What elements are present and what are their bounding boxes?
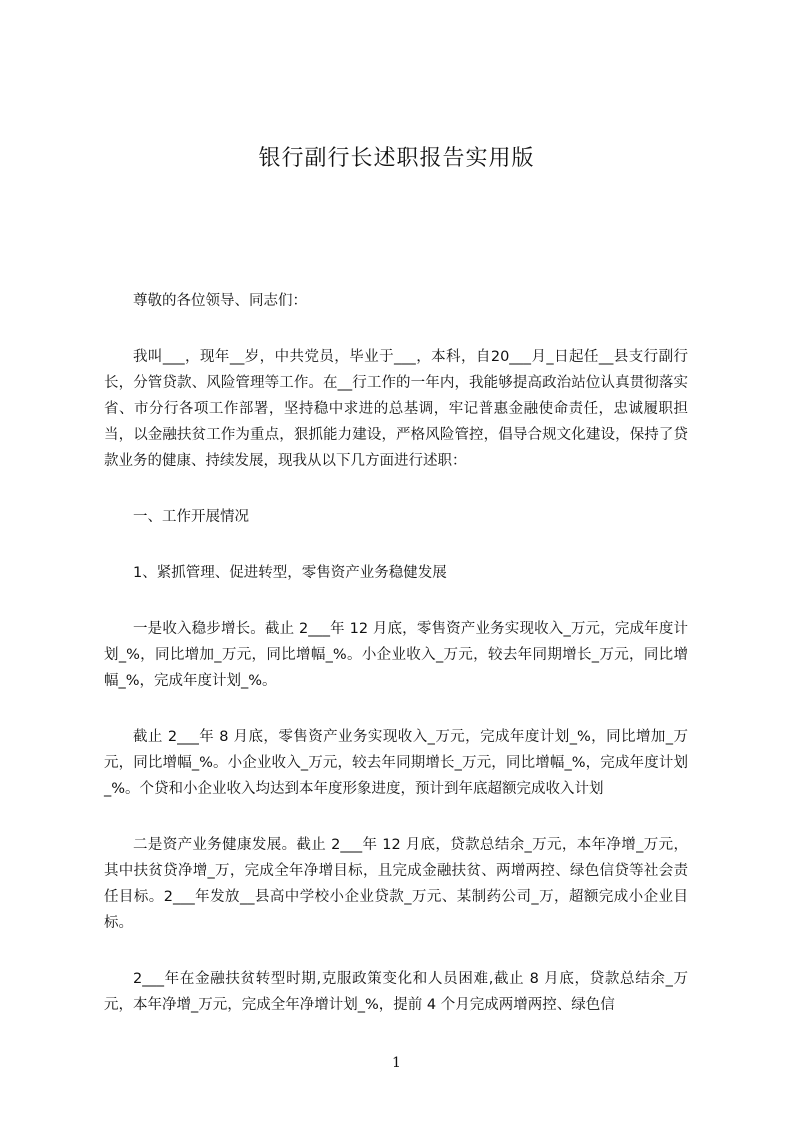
section-heading: 一、工作开展情况 bbox=[133, 509, 249, 525]
salutation: 尊敬的各位领导、同志们： bbox=[133, 293, 307, 309]
subsection-heading: 1、紧抓管理、促进转型，零售资产业务稳健发展 bbox=[133, 565, 447, 581]
document-body bbox=[104, 288, 688, 1018]
page-number: 1 bbox=[392, 1055, 401, 1071]
document-title: 银行副行长述职报告实用版 bbox=[258, 146, 535, 171]
paragraph-income: 一是收入稳步增长。截止 2___年 12 月底，零售资产业务实现收入_万元，完成年度计划_%，同比增加_万元，同比增幅_%。小企业收入_万元，较去年同期增长_万元，同比增幅_%，完成年度计划_%。 bbox=[104, 621, 688, 689]
paragraph-august-income: 截止 2___年 8 月底，零售资产业务实现收入_万元，完成年度计划_%，同比增加_万元，同比增幅_%。小企业收入_万元，较去年同期增长_万元，同比增幅_%，完成年度计划_%。个贷和小企业收入均达到本年度形象进度，预计到年底超额完成收入计划 bbox=[104, 729, 688, 797]
intro-paragraph: 我叫___，现年__岁，中共党员，毕业于___，本科，自20___月_日起任__县支行副行长，分管贷款、风险管理等工作。在__行工作的一年内，我能够提高政治站位认真贯彻落实省、市分行各项工作部署，坚持稳中求进的总基调，牢记普惠金融使命责任，忠诚履职担当，以金融扶贫工作为重点，狠抓能力建设，严格风险管控，倡导合规文化建设，保持了贷款业务的健康、持续发展，现我从以下几方面进行述职： bbox=[104, 349, 688, 469]
paragraph-assets: 二是资产业务健康发展。截止 2___年 12 月底，贷款总结余_万元，本年净增_万元，其中扶贫贷净增_万，完成全年净增目标，且完成金融扶贫、两增两控、绿色信贷等社会责任目标。2___年发放__县高中学校小企业贷款_万元、某制药公司_万，超额完成小企业目标。 bbox=[104, 837, 688, 931]
paragraph-poverty-alleviation: 2___年在金融扶贫转型时期,克服政策变化和人员困难,截止 8 月底，贷款总结余_万元，本年净增_万元，完成全年净增计划_%，提前 4 个月完成两增两控、绿色信 bbox=[104, 971, 688, 1013]
